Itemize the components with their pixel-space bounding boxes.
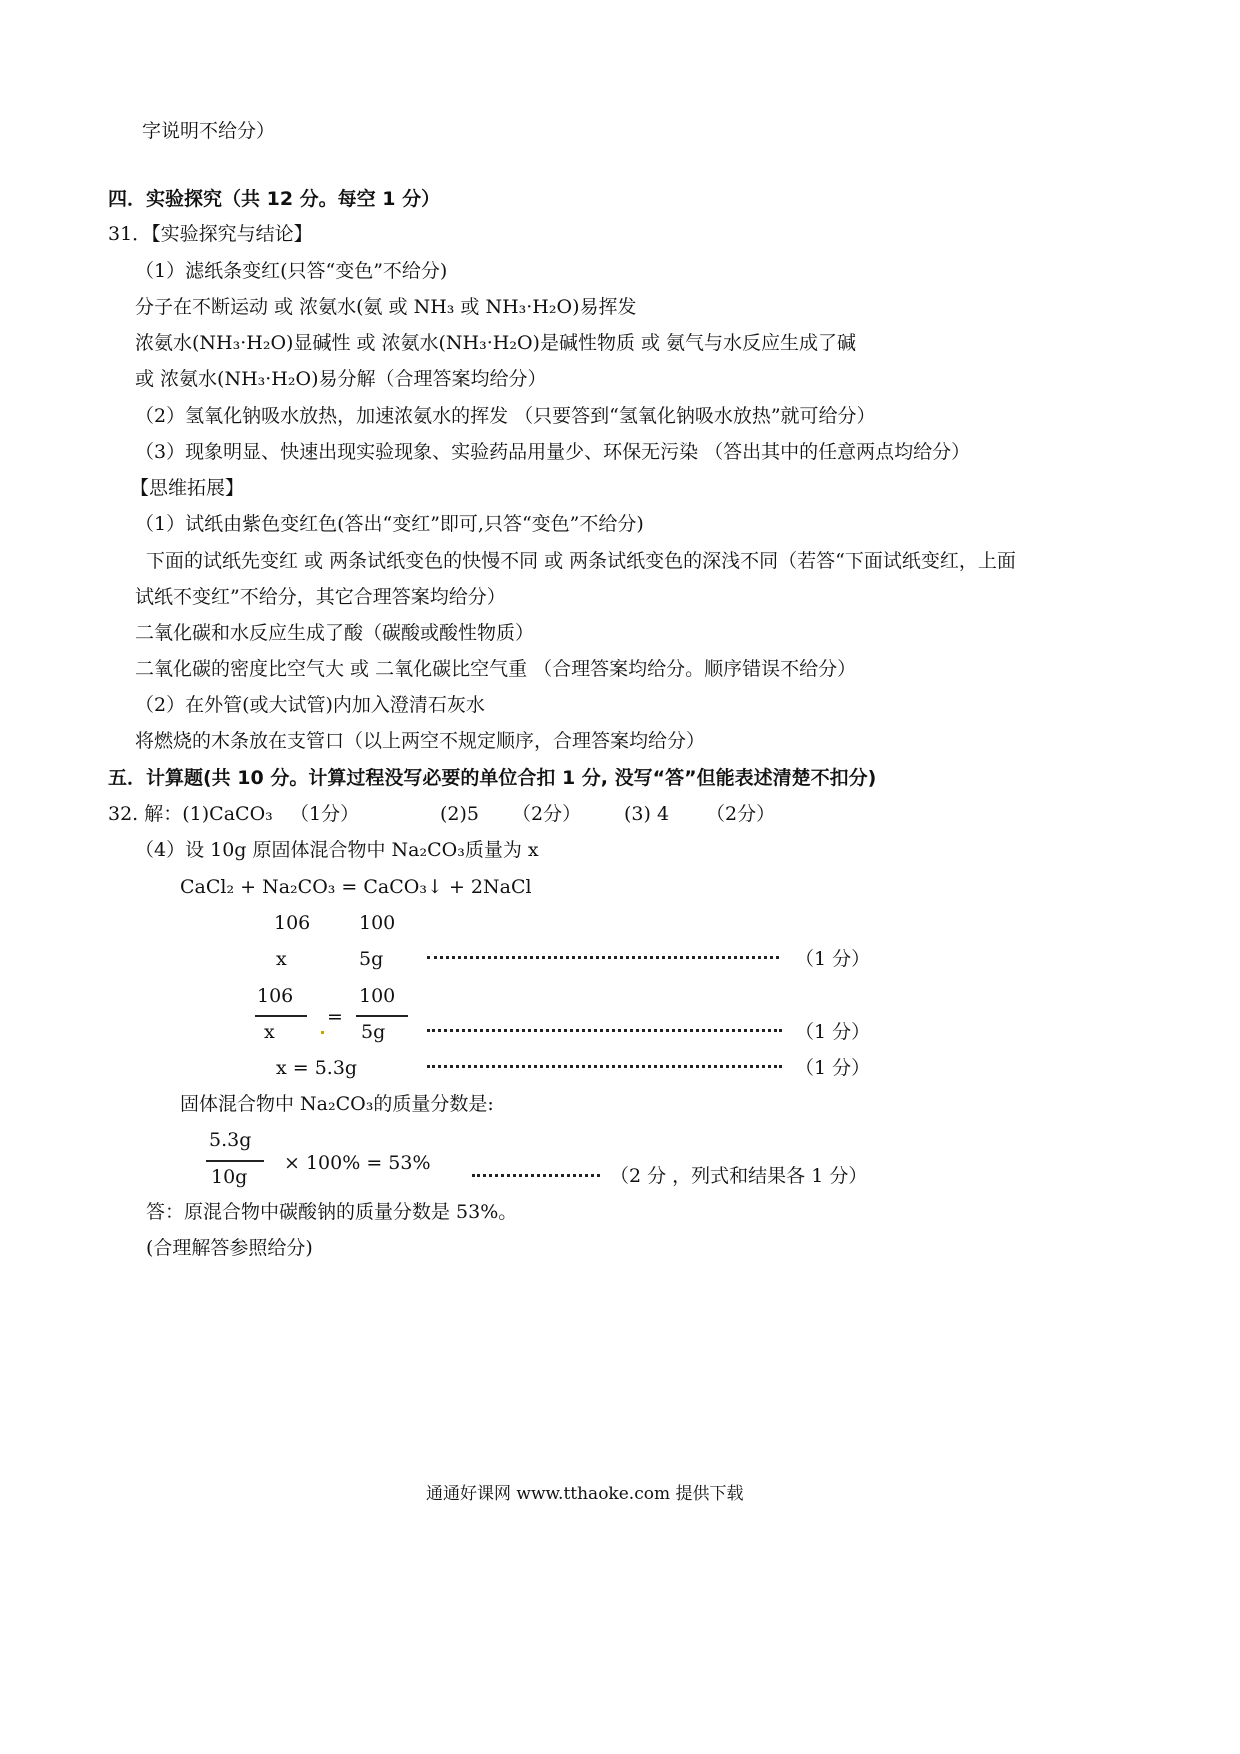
- molar-mass: 100: [359, 912, 396, 934]
- subsection-heading: 【思维拓展】: [130, 477, 245, 499]
- answer-line: （1）滤纸条变红(只答“变色”不给分): [135, 260, 448, 282]
- answer-line: 试纸不变红”不给分，其它合理答案均给分）: [135, 586, 506, 608]
- answer-line: （2）氢氧化钠吸水放热，加速浓氨水的挥发 （只要答到“氢氧化钠吸水放热”就可给分）: [135, 405, 876, 427]
- score: （1分）: [290, 803, 360, 825]
- answer-line: 或 浓氨水(NH₃·H₂O)易分解（合理答案均给分）: [135, 368, 547, 390]
- fraction-numerator: 106: [257, 985, 294, 1007]
- score: （1 分）: [795, 1057, 871, 1079]
- answer-line: （1）试纸由紫色变红色(答出“变红”即可,只答“变色”不给分): [135, 513, 644, 535]
- question-31-title: 31．【实验探究与结论】: [108, 223, 313, 245]
- solution-setup: （4）设 10g 原固体混合物中 Na₂CO₃质量为 x: [135, 839, 539, 861]
- known-mass: 5g: [359, 948, 384, 970]
- section-5-heading: 五．计算题(共 10 分。计算过程没写必要的单位合扣 1 分, 没写“答”但能表述清楚不扣分): [108, 767, 877, 789]
- chemical-equation: CaCl₂ + Na₂CO₃ = CaCO₃↓ + 2NaCl: [180, 876, 532, 898]
- score: （2分）: [512, 803, 582, 825]
- answer-part-3: (3) 4: [624, 803, 670, 825]
- score: （1 分）: [795, 1021, 871, 1043]
- fraction-bar: [356, 1015, 408, 1017]
- equals-sign: =: [327, 1006, 343, 1028]
- fraction-denominator: 10g: [211, 1166, 248, 1188]
- answer-part-1: 32. 解：(1)CaCO₃: [108, 803, 273, 825]
- answer-line: （2）在外管(或大试管)内加入澄清石灰水: [135, 694, 485, 716]
- score: （2 分 ，列式和结果各 1 分）: [610, 1165, 868, 1187]
- dot-leader: [427, 1065, 782, 1068]
- fraction-numerator: 100: [359, 985, 396, 1007]
- fraction-denominator: 5g: [361, 1021, 386, 1043]
- answer-line: 二氧化碳和水反应生成了酸（碳酸或酸性物质）: [135, 622, 535, 644]
- answer-line: 将燃烧的木条放在支管口（以上两空不规定顺序，合理答案均给分）: [135, 730, 706, 752]
- dot-leader: [427, 956, 779, 959]
- molar-mass: 106: [274, 912, 311, 934]
- final-answer: 答：原混合物中碳酸钠的质量分数是 53%。: [146, 1201, 518, 1223]
- page-footer: 通通好课网 www.tthaoke.com 提供下载: [426, 1484, 744, 1504]
- continued-text: 字说明不给分）: [142, 120, 276, 142]
- score: （1 分）: [795, 948, 871, 970]
- answer-line: 分子在不断运动 或 浓氨水(氨 或 NH₃ 或 NH₃·H₂O)易挥发: [135, 296, 637, 318]
- answer-line: （3）现象明显、快速出现实验现象、实验药品用量少、环保无污染 （答出其中的任意两点均给分）: [135, 441, 971, 463]
- answer-line: 浓氨水(NH₃·H₂O)显碱性 或 浓氨水(NH₃·H₂O)是碱性物质 或 氨气与水反应生成了碱: [135, 332, 857, 354]
- dot-leader: [472, 1174, 600, 1177]
- section-4-heading: 四．实验探究（共 12 分。每空 1 分）: [108, 188, 441, 210]
- grading-note: (合理解答参照给分): [146, 1237, 313, 1259]
- percentage-intro: 固体混合物中 Na₂CO₃的质量分数是:: [180, 1093, 494, 1115]
- stray-mark: [321, 1031, 324, 1034]
- fraction-denominator: x: [264, 1021, 275, 1043]
- dot-leader: [427, 1029, 782, 1032]
- answer-line: 二氧化碳的密度比空气大 或 二氧化碳比空气重 （合理答案均给分。顺序错误不给分）: [135, 658, 857, 680]
- answer-line: 下面的试纸先变红 或 两条试纸变色的快慢不同 或 两条试纸变色的深浅不同（若答“下面试纸变红，上面: [146, 550, 1016, 572]
- fraction-bar: [206, 1160, 264, 1162]
- score: （2分）: [706, 803, 776, 825]
- result: x = 5.3g: [276, 1057, 358, 1079]
- percentage-formula: × 100% = 53%: [284, 1152, 431, 1174]
- unknown-mass: x: [276, 948, 287, 970]
- fraction-numerator: 5.3g: [209, 1129, 252, 1151]
- fraction-bar: [255, 1015, 307, 1017]
- answer-part-2: (2)5: [440, 803, 480, 825]
